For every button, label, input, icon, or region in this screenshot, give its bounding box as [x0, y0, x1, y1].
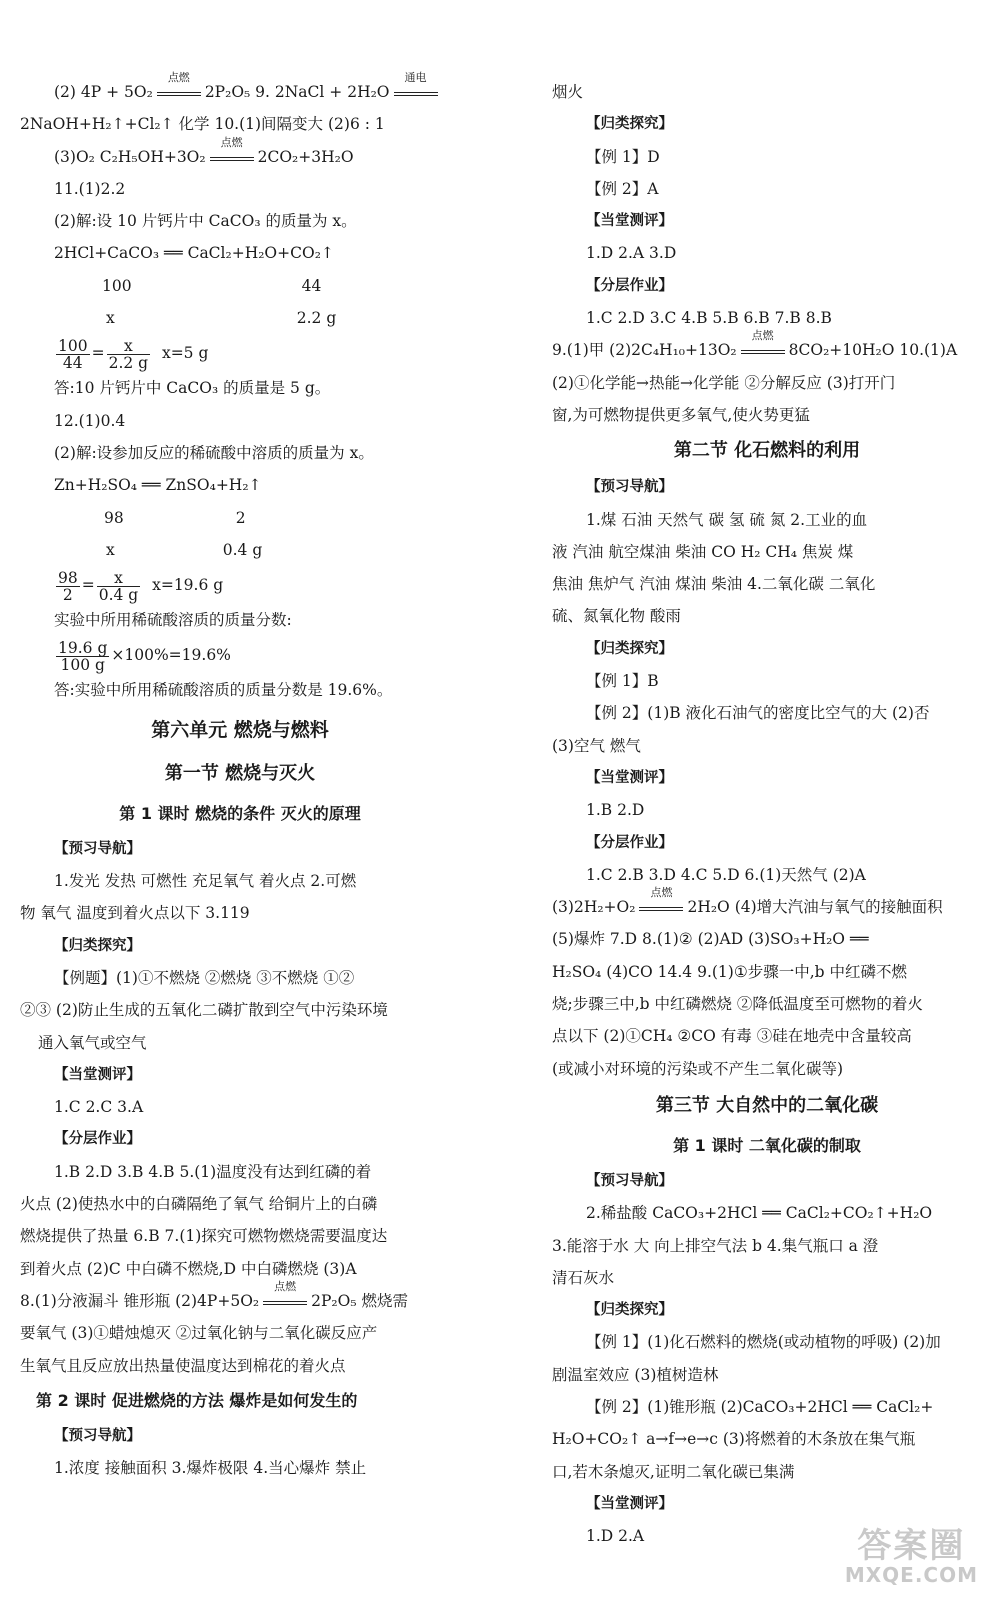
watermark-logo: [845, 1528, 978, 1586]
text-line: 物 氧气 温度到着火点以下 3.119: [20, 904, 250, 923]
text-line: (3)O₂ C₂H₅OH+3O₂ 点燃 2CO₂+3H₂O: [54, 135, 354, 166]
watermark-text: 答案圈: [857, 1526, 966, 1566]
unit-title: 第六单元 燃烧与燃料: [151, 718, 329, 741]
reaction-arrow: 通电: [394, 86, 438, 100]
text-line: 2HCl+CaCO₃ ══ CaCl₂+H₂O+CO₂↑: [54, 244, 334, 263]
text-line: Zn+H₂SO₄ ══ ZnSO₄+H₂↑: [54, 476, 262, 495]
text-line: 窗,为可燃物提供更多氧气,使火势更猛: [552, 405, 810, 424]
text-line: 剧温室效应 (3)植树造林: [552, 1365, 719, 1384]
reaction-arrow: 点燃: [210, 151, 254, 165]
text-line: 清石灰水: [552, 1268, 615, 1287]
text-line: 9.(1)甲 (2)2C₄H₁₀+13O₂ 点燃 8CO₂+10H₂O 10.(1)A: [552, 329, 958, 360]
text-line: 【例 1】D: [586, 147, 660, 166]
section-title: 第三节 大自然中的二氧化碳: [655, 1094, 879, 1116]
left-column: [20, 71, 460, 1484]
section-heading: 【归类探究】: [586, 116, 673, 133]
lesson-title: 第 1 课时 二氧化碳的制取: [673, 1135, 861, 1155]
text-line: 1.煤 石油 天然气 碳 氢 硫 氮 2.工业的血: [586, 510, 868, 529]
text-line: 燃烧提供了热量 6.B 7.(1)探究可燃物燃烧需要温度达: [20, 1227, 388, 1246]
text-line: 答:实验中所用稀硫酸溶质的质量分数是 19.6%。: [54, 681, 393, 700]
fraction-line: $\frac{98}{2}$ = $\frac{x}{0.4 g}$ x=19.6 g: [58, 568, 224, 604]
right-column: [552, 76, 982, 1552]
text-line: 1.C 2.D 3.C 4.B 5.B 6.B 7.B 8.B: [586, 309, 832, 328]
text-line: 1.C 2.C 3.A: [54, 1098, 144, 1117]
reaction-arrow: 点燃: [639, 901, 683, 915]
text-line: 实验中所用稀硫酸溶质的质量分数:: [54, 611, 292, 630]
text-line: 【例 2】(1)锥形瓶 (2)CaCO₃+2HCl ══ CaCl₂+: [586, 1397, 934, 1416]
section-heading: 【归类探究】: [586, 640, 673, 657]
section-heading: 【当堂测评】: [54, 1066, 141, 1083]
reaction-arrow: 点燃: [741, 344, 785, 358]
text-line: 2.稀盐酸 CaCO₃+2HCl ══ CaCl₂+CO₂↑+H₂O: [586, 1204, 933, 1223]
text-line: 烧;步骤三中,b 中红磷燃烧 ②降低温度至可燃物的着火: [552, 995, 923, 1014]
section-heading: 【当堂测评】: [586, 1495, 673, 1512]
section-heading: 【归类探究】: [586, 1302, 673, 1319]
text-line: 【例 1】B: [586, 672, 659, 691]
section-heading: 【预习导航】: [54, 840, 141, 857]
text-line: (2) 4P + 5O₂ 点燃 2P₂O₅ 9. 2NaCl + 2H₂O 通电: [20, 76, 460, 108]
text-line: (2)①化学能→热能→化学能 ②分解反应 (3)打开门: [552, 373, 896, 392]
text-line: 98 2: [104, 508, 246, 527]
text-line: 11.(1)2.2: [54, 179, 126, 198]
text-line: 点以下 (2)①CH₄ ②CO 有毒 ③硅在地壳中含量较高: [552, 1027, 912, 1046]
text-line: 2NaOH+H₂↑+Cl₂↑ 化学 10.(1)间隔变大 (2)6 : 1: [20, 115, 385, 134]
fraction: $\frac{98}{2}$: [58, 568, 78, 604]
text-line: x 0.4 g: [106, 540, 263, 559]
section-heading: 【分层作业】: [586, 277, 673, 294]
section-heading: 【当堂测评】: [586, 213, 673, 230]
text-line: 通入氧气或空气: [38, 1033, 147, 1052]
reaction-arrow: 点燃: [157, 86, 201, 100]
text-line: 1.发光 发热 可燃性 充足氧气 着火点 2.可燃: [54, 872, 357, 891]
text-line: 硫、氮氧化物 酸雨: [552, 607, 681, 626]
text-line: 1.D 2.A: [586, 1527, 645, 1546]
text-line: 1.B 2.D 3.B 4.B 5.(1)温度没有达到红磷的着: [54, 1162, 372, 1181]
text-line: 口,若木条熄灭,证明二氧化碳已集满: [552, 1462, 795, 1481]
section-title: 第二节 化石燃料的利用: [673, 440, 861, 462]
text-line: 焦油 焦炉气 汽油 煤油 柴油 4.二氧化碳 二氧化: [552, 575, 876, 594]
lesson-title: 第 2 课时 促进燃烧的方法 爆炸是如何发生的: [36, 1390, 358, 1410]
section-heading: 【预习导航】: [54, 1427, 141, 1444]
reaction-arrow: 点燃: [263, 1295, 307, 1309]
text-line: 生氧气且反应放出热量使温度达到棉花的着火点: [20, 1356, 346, 1375]
text-line: 【例 2】A: [586, 179, 659, 198]
section-heading: 【当堂测评】: [586, 769, 673, 786]
text-line: (2)解:设 10 片钙片中 CaCO₃ 的质量为 x。: [54, 212, 357, 231]
fraction: $\frac{x}{0.4 g}$: [98, 568, 139, 604]
text-line: (3)空气 燃气: [552, 736, 641, 755]
text-line: (或减小对环境的污染或不产生二氧化碳等): [552, 1059, 844, 1078]
section-heading: 【归类探究】: [54, 937, 141, 954]
section-heading: 【预习导航】: [586, 1172, 673, 1189]
text-line: 【例题】(1)①不燃烧 ②燃烧 ③不燃烧 ①②: [54, 968, 355, 987]
text-line: 液 汽油 航空煤油 柴油 CO H₂ CH₄ 焦炭 煤: [552, 542, 854, 561]
text-line: (3)2H₂+O₂ 点燃 2H₂O (4)增大汽油与氧气的接触面积: [552, 886, 943, 917]
text-line: H₂O+CO₂↑ a→f→e→c (3)将燃着的木条放在集气瓶: [552, 1430, 916, 1449]
text-line: 到着火点 (2)C 中白磷不燃烧,D 中白磷燃烧 (3)A: [20, 1259, 357, 1278]
lesson-title: 第 1 课时 燃烧的条件 灭火的原理: [119, 803, 361, 823]
section-heading: 【分层作业】: [54, 1131, 141, 1148]
text-line: 答:10 片钙片中 CaCO₃ 的质量是 5 g。: [54, 379, 331, 398]
text-line: x 2.2 g: [106, 309, 337, 328]
text-line: 1.浓度 接触面积 3.爆炸极限 4.当心爆炸 禁止: [54, 1459, 367, 1478]
text-line: 【例 2】(1)B 液化石油气的密度比空气的大 (2)否: [586, 704, 930, 723]
text-line: 12.(1)0.4: [54, 411, 126, 430]
watermark-url: MXQE.COM: [844, 1563, 978, 1587]
fraction: $\frac{x}{2.2 g}$: [108, 336, 149, 372]
text-line: H₂SO₄ (4)CO 14.4 9.(1)①步骤一中,b 中红磷不燃: [552, 962, 908, 981]
text-line: (5)爆炸 7.D 8.(1)② (2)AD (3)SO₃+H₂O ══: [552, 930, 869, 949]
section-heading: 【预习导航】: [586, 479, 673, 496]
text-line: (2)解:设参加反应的稀硫酸中溶质的质量为 x。: [54, 443, 374, 462]
text-line: ②③ (2)防止生成的五氧化二磷扩散到空气中污染环境: [20, 1001, 388, 1020]
fraction: $\frac{100}{44}$: [58, 336, 88, 372]
text-line: 要氧气 (3)①蜡烛熄灭 ②过氧化钠与二氧化碳反应产: [20, 1324, 378, 1343]
section-heading: 【分层作业】: [586, 834, 673, 851]
text-line: 1.D 2.A 3.D: [586, 244, 677, 263]
fraction-line: $\frac{19.6 g}{100 g}$ ×100%=19.6%: [58, 638, 231, 674]
text-line: 8.(1)分液漏斗 锥形瓶 (2)4P+5O₂ 点燃 2P₂O₅ 燃烧需: [20, 1279, 408, 1310]
fraction: $\frac{19.6 g}{100 g}$: [58, 638, 108, 674]
text-line: 烟火: [552, 83, 584, 101]
text-line: 1.C 2.B 3.D 4.C 5.D 6.(1)天然气 (2)A: [586, 865, 866, 884]
text-line: 火点 (2)使热水中的白磷隔绝了氧气 给铜片上的白磷: [20, 1195, 378, 1214]
text-line: 3.能溶于水 大 向上排空气法 b 4.集气瓶口 a 澄: [552, 1236, 879, 1255]
fraction-line: $\frac{100}{44}$ = $\frac{x}{2.2 g}$ x=5 g: [58, 336, 209, 372]
text-line: 1.B 2.D: [586, 801, 645, 820]
text-line: 【例 1】(1)化石燃料的燃烧(或动植物的呼吸) (2)加: [586, 1333, 941, 1352]
text-line: 100 44: [102, 276, 322, 295]
section-title: 第一节 燃烧与灭火: [164, 762, 316, 784]
